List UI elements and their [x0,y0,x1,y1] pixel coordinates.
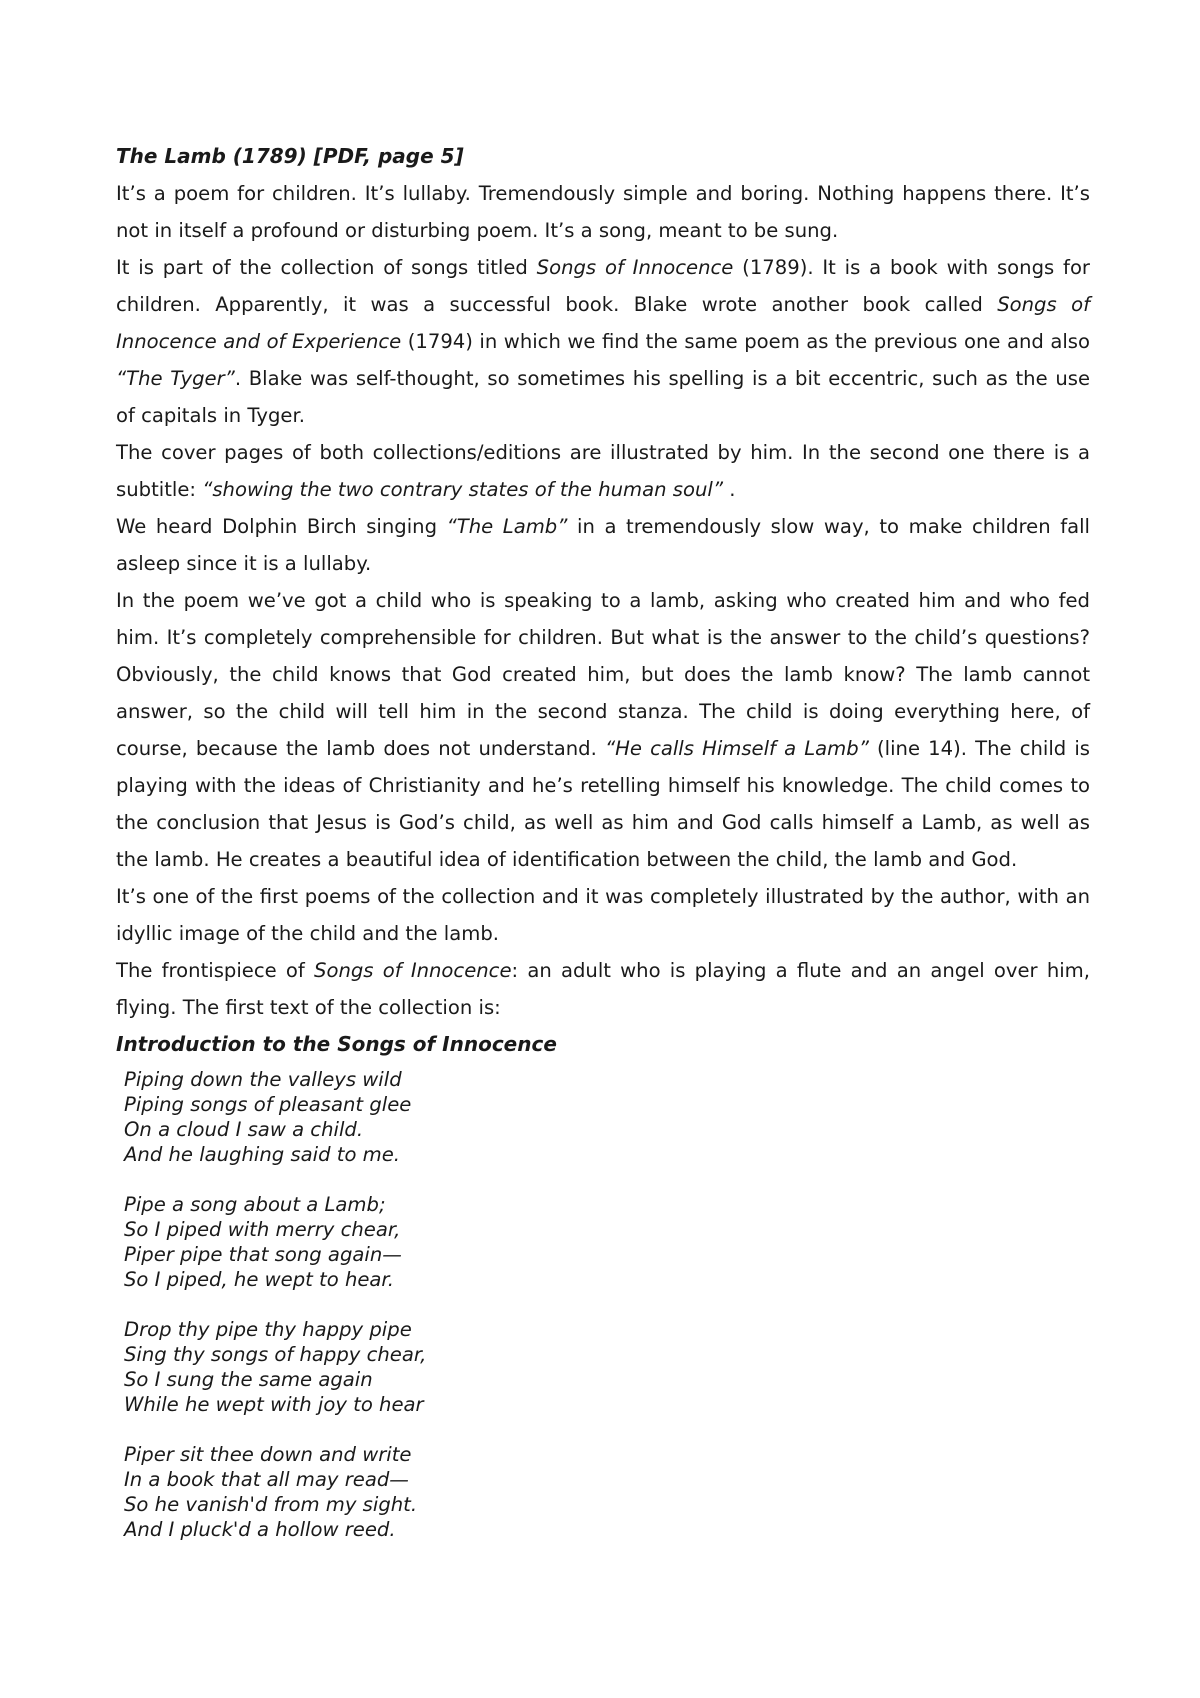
poem-line: While he wept with joy to hear [124,1393,424,1416]
poem-line: Drop thy pipe thy happy pipe [124,1318,412,1341]
paragraph-3 [116,434,1090,508]
paragraph-7-text: The frontispiece of [116,959,315,982]
paragraph-4-emphasis: “The Lamb” [446,515,568,538]
poem-line: Piper pipe that song again— [124,1243,402,1266]
paragraph-2-text: It is part of the collection of songs titled [116,256,537,279]
poem-line: In a book that all may read— [124,1468,409,1491]
poem-line: So I piped with merry chear, [124,1218,401,1241]
paragraph-2-text: (1794) in which we find the same poem as the previous one and also [401,330,1090,353]
paragraph-5-text: In the poem we’ve got a child who is speaking to a lamb, asking who created him and who fed him. It’s completely comprehensible for children. But what is the answer to the child’s questions? Obviously, the child knows that God created him, but does the lamb know? The lamb cannot answer, so the child will tell him in the second stanza. The child is doing everything here, of course, because the lamb does not understand. [116,589,1090,760]
poem [124,1067,1090,1542]
paragraph-2-text: (1789). It is a book with songs for children. Apparently, it was a successful book. Blake wrote another book called [116,256,1090,316]
poem-stanza-3 [124,1317,1090,1417]
poem-line: So I sung the same again [124,1368,373,1391]
paragraph-5 [116,582,1090,878]
poem-line: On a cloud I saw a child. [124,1118,364,1141]
poem-line: So he vanish'd from my sight. [124,1493,418,1516]
paragraph-7 [116,952,1090,1026]
paragraph-3-emphasis: “showing the two contrary states of the human soul” [202,478,723,501]
paragraph-2-emphasis: Songs of Innocence [536,256,734,279]
poem-line: Piper sit thee down and write [124,1443,412,1466]
poem-line: Piping songs of pleasant glee [124,1093,412,1116]
poem-line: So I piped, he wept to hear. [124,1268,394,1291]
poem-line: Pipe a song about a Lamb; [124,1193,386,1216]
paragraph-2-text: . Blake was self-thought, so sometimes his spelling is a bit eccentric, such as the use of capitals in Tyger. [116,367,1090,427]
poem-stanza-4 [124,1442,1090,1542]
poem-stanza-2 [124,1192,1090,1292]
paragraph-2-emphasis: “The Tyger” [116,367,235,390]
paragraph-4 [116,508,1090,582]
poem-stanza-1 [124,1067,1090,1167]
paragraph-3-text: The cover pages of both collections/editions are illustrated by him. In the second one there is a subtitle: [116,441,1090,501]
poem-line: And I pluck'd a hollow reed. [124,1518,396,1541]
paragraph-7-emphasis: Songs of Innocence [314,959,512,982]
paragraph-5-text: (line 14). The child is playing with the ideas of Christianity and he’s retelling himself his knowledge. The child comes to the conclusion that Jesus is God’s child, as well as him and God calls himself a Lamb, as well as the lamb. He creates a beautiful idea of identification between the child, the lamb and God. [116,737,1091,871]
paragraph-3-text: . [723,478,736,501]
document-body [116,138,1090,1542]
poem-line: Piping down the valleys wild [124,1068,402,1091]
poem-title: Introduction to the Songs of Innocence [116,1032,557,1056]
paragraph-4-text: in a tremendously slow way, to make children fall asleep since it is a lullaby. [116,515,1090,575]
poem-line: Sing thy songs of happy chear, [124,1343,427,1366]
paragraph-6: It’s one of the first poems of the collection and it was completely illustrated by the author, with an idyllic image of the child and the lamb. [116,885,1090,945]
paragraph-2-emphasis: Songs of Innocence and of Experience [116,293,1090,353]
section-title: The Lamb (1789) [PDF, page 5] [116,144,464,168]
paragraph-4-text: We heard Dolphin Birch singing [116,515,447,538]
paragraph-2 [116,249,1090,434]
paragraph-7-text: : an adult who is playing a flute and an angel over him, flying. The first text of the collection is: [116,959,1090,1019]
paragraph-5-emphasis: “He calls Himself a Lamb” [604,737,869,760]
poem-line: And he laughing said to me. [124,1143,401,1166]
paragraph-1: It’s a poem for children. It’s lullaby. Tremendously simple and boring. Nothing happens there. It’s not in itself a profound or disturbing poem. It’s a song, meant to be sung. [116,182,1090,242]
